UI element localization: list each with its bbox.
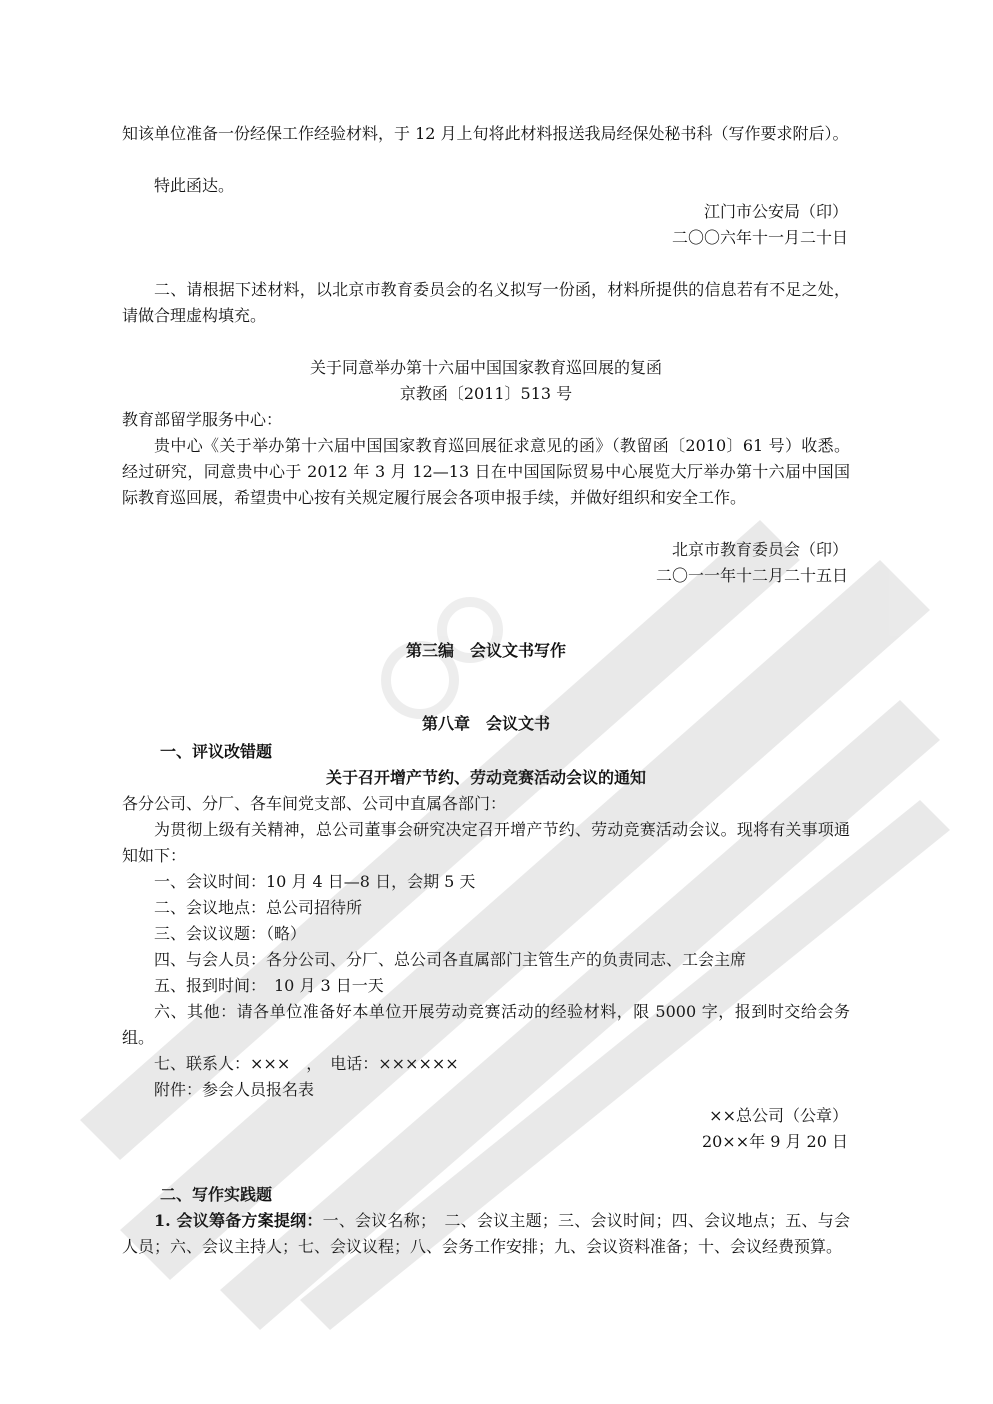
notice-item: 五、报到时间： 10 月 3 日一天 bbox=[154, 976, 384, 995]
sender-date: 二〇〇六年十一月二十日 bbox=[671, 228, 848, 247]
notice-item: 二、会议地点：总公司招待所 bbox=[154, 898, 363, 917]
notice-date: 20××年 9 月 20 日 bbox=[701, 1132, 848, 1151]
notice-item: 三、会议议题：（略） bbox=[154, 924, 307, 943]
closing-phrase: 特此函达。 bbox=[154, 176, 235, 195]
notice-attachment: 附件：参会人员报名表 bbox=[154, 1080, 315, 1099]
planning-outline-text: 一、会议名称； 二、会议主题；三、会议时间；四、会议地点；五、与会人员；六、会议主持人；七、会议议程；八、会务工作安排；九、会议资料准备；十、会议经费预算。 bbox=[122, 1211, 850, 1256]
notice-intro: 为贯彻上级有关精神，总公司董事会研究决定召开增产节约、劳动竞赛活动会议。现将有关事项通知如下： bbox=[122, 820, 850, 865]
instruction-paragraph: 二、请根据下述材料，以北京市教育委员会的名义拟写一份函，材料所提供的信息若有不足之处，请做合理虚构填充。 bbox=[122, 280, 850, 325]
planning-outline bbox=[122, 1208, 850, 1260]
notice-title: 关于召开增产节约、劳动竞赛活动会议的通知 bbox=[325, 768, 646, 787]
notice-item: 六、其他：请各单位准备好本单位开展劳动竞赛活动的经验材料，限 5000 字，报到时交给会务组。 bbox=[122, 1002, 850, 1047]
part-title: 第三编 会议文书写作 bbox=[405, 641, 566, 660]
letter-recipient: 教育部留学服务中心： bbox=[122, 410, 283, 429]
letter-sender: 北京市教育委员会（印） bbox=[671, 540, 848, 559]
notice-item: 四、与会人员：各分公司、分厂、总公司各直属部门主管生产的负责同志、工会主席 bbox=[154, 950, 747, 969]
letter-body: 贵中心《关于举办第十六届中国国家教育巡回展征求意见的函》（教留函〔2010〕61 号）收悉。经过研究，同意贵中心于 2012 年 3 月 12—13 日在中国国际贸易中心展览大厅举办第十六届中国国际教育巡回展，希望贵中心按有关规定履行展会各项申报手续，并做好组织和安全工作。 bbox=[122, 436, 850, 507]
document-number: 京教函〔2011〕513 号 bbox=[399, 384, 573, 403]
sender-signature: 江门市公安局（印） bbox=[703, 202, 848, 221]
letter-date: 二〇一一年十二月二十五日 bbox=[655, 566, 848, 585]
notice-sender: ××总公司（公章） bbox=[709, 1106, 848, 1125]
chapter-title: 第八章 会议文书 bbox=[421, 714, 550, 733]
notice-item: 七、联系人：××× ， 电话：×××××× bbox=[154, 1054, 459, 1073]
letter-title: 关于同意举办第十六届中国国家教育巡回展的复函 bbox=[309, 358, 662, 377]
notice-item: 一、会议时间：10 月 4 日—8 日，会期 5 天 bbox=[154, 872, 476, 891]
paragraph-request: 知该单位准备一份经保工作经验材料，于 12 月上旬将此材料报送我局经保处秘书科（写作要求附后）。 bbox=[122, 124, 849, 143]
question-1-heading: 一、评议改错题 bbox=[160, 742, 273, 761]
question-2-heading: 二、写作实践题 bbox=[160, 1185, 273, 1204]
notice-recipient: 各分公司、分厂、各车间党支部、公司中直属各部门： bbox=[122, 794, 507, 813]
planning-outline-label: 1. 会议筹备方案提纲： bbox=[154, 1211, 323, 1230]
